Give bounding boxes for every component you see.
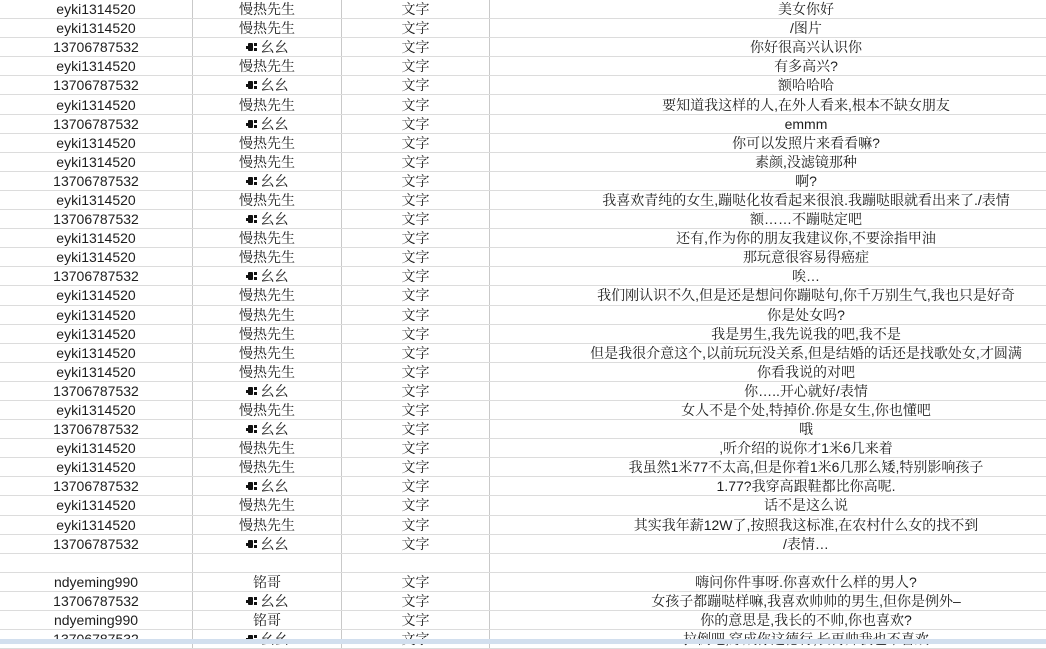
emoji-placeholder-icon xyxy=(246,80,259,90)
cell-account[interactable]: eyki1314520 xyxy=(0,363,193,381)
cell-nickname[interactable] xyxy=(193,401,342,419)
cell-account[interactable]: 13706787532 xyxy=(0,420,193,438)
cell-message[interactable]: 额哈哈哈 xyxy=(778,77,834,94)
cell-nickname[interactable] xyxy=(193,229,342,247)
table-row xyxy=(0,516,1046,535)
cell-message-type[interactable]: 文字 xyxy=(342,248,490,266)
cell-account[interactable]: 13706787532 xyxy=(0,210,193,228)
cell-account[interactable]: 13706787532 xyxy=(0,267,193,285)
table-row xyxy=(0,573,1046,592)
cell-nickname[interactable] xyxy=(193,325,342,343)
cell-account[interactable]: 13706787532 xyxy=(0,38,193,56)
table-row xyxy=(0,210,1046,229)
nickname-label: 慢热先生 xyxy=(239,1,295,18)
cell-nickname[interactable] xyxy=(193,382,342,400)
cell-account[interactable]: eyki1314520 xyxy=(0,95,193,113)
nickname-label: 幺幺 xyxy=(260,421,289,438)
cell-message[interactable]: 还有,作为你的朋友我建议你,不要涂指甲油 xyxy=(676,230,936,247)
cell-account[interactable]: 13706787532 xyxy=(0,382,193,400)
cell-message[interactable]: 你…..开心就好/表情 xyxy=(744,382,868,399)
emoji-placeholder-icon xyxy=(246,176,259,186)
cell-message[interactable]: 唉… xyxy=(792,268,820,285)
cell-nickname[interactable] xyxy=(193,191,342,209)
table-row xyxy=(0,286,1046,305)
cell-message-type[interactable]: 文字 xyxy=(342,611,490,629)
table-row xyxy=(0,382,1046,401)
table-row xyxy=(0,325,1046,344)
emoji-placeholder-icon xyxy=(246,481,259,491)
nickname-label: 幺幺 xyxy=(260,535,289,552)
cell-account[interactable]: eyki1314520 xyxy=(0,439,193,457)
cell-account[interactable]: eyki1314520 xyxy=(0,496,193,514)
cell-nickname[interactable] xyxy=(193,76,342,94)
cell-message-type[interactable]: 文字 xyxy=(342,325,490,343)
nickname-label: 幺幺 xyxy=(260,172,289,189)
table-row xyxy=(0,344,1046,363)
cell-message-type[interactable]: 文字 xyxy=(342,363,490,381)
nickname-label: 慢热先生 xyxy=(239,440,295,457)
cell-message[interactable]: ,听介绍的说你才1米6几来着 xyxy=(719,440,893,457)
cell-message[interactable]: 但是我很介意这个,以前玩玩没关系,但是结婚的话还是找歌处女,才圆满 xyxy=(590,344,1022,361)
cell-message[interactable]: 我喜欢青纯的女生,蹦哒化妆看起来很浪.我蹦哒眼就看出来了./表情 xyxy=(602,191,1010,208)
cell-message[interactable]: 你是处女吗? xyxy=(767,306,845,323)
cell-message-type[interactable]: 文字 xyxy=(342,458,490,476)
table-row xyxy=(0,535,1046,554)
cell-nickname[interactable] xyxy=(193,134,342,152)
table-row xyxy=(0,57,1046,76)
cell-message-type[interactable]: 文字 xyxy=(342,76,490,94)
cell-message-type[interactable]: 文字 xyxy=(342,573,490,591)
table-row xyxy=(0,496,1046,515)
cell-message[interactable]: 额……不蹦哒定吧 xyxy=(750,211,862,228)
cell-message-type[interactable]: 文字 xyxy=(342,477,490,495)
table-row xyxy=(0,401,1046,420)
nickname-label: 幺幺 xyxy=(260,39,289,56)
table-row xyxy=(0,38,1046,57)
cell-message[interactable]: 女人不是个处,特掉价.你是女生,你也懂吧 xyxy=(681,402,931,419)
cell-message[interactable]: 我是男生,我先说我的吧,我不是 xyxy=(711,325,901,342)
cell-message-type[interactable]: 文字 xyxy=(342,191,490,209)
cell-message[interactable]: 1.77?我穿高跟鞋都比你高呢. xyxy=(716,478,896,495)
emoji-placeholder-icon xyxy=(246,424,259,434)
nickname-label: 慢热先生 xyxy=(239,402,295,419)
nickname-label: 慢热先生 xyxy=(239,249,295,266)
cell-account[interactable]: eyki1314520 xyxy=(0,153,193,171)
nickname-label: 慢热先生 xyxy=(239,134,295,151)
cell-account[interactable] xyxy=(0,554,193,572)
table-row xyxy=(0,229,1046,248)
cell-nickname[interactable] xyxy=(193,172,342,190)
cell-nickname[interactable] xyxy=(193,0,342,18)
cell-nickname[interactable] xyxy=(193,267,342,285)
table-row xyxy=(0,363,1046,382)
table-row xyxy=(0,477,1046,496)
cell-nickname[interactable] xyxy=(193,57,342,75)
cell-nickname[interactable] xyxy=(193,573,342,591)
nickname-label: 幺幺 xyxy=(260,211,289,228)
cell-nickname[interactable] xyxy=(193,153,342,171)
cell-message-type[interactable]: 文字 xyxy=(342,57,490,75)
emoji-placeholder-icon xyxy=(246,386,259,396)
cell-account[interactable]: eyki1314520 xyxy=(0,229,193,247)
cell-nickname[interactable] xyxy=(193,592,342,610)
table-row xyxy=(0,439,1046,458)
table-row xyxy=(0,95,1046,114)
emoji-placeholder-icon xyxy=(246,42,259,52)
cell-message-type[interactable]: 文字 xyxy=(342,344,490,362)
cell-nickname[interactable] xyxy=(193,477,342,495)
cell-message-type[interactable]: 文字 xyxy=(342,115,490,133)
cell-message-type[interactable]: 文字 xyxy=(342,306,490,324)
cell-message[interactable]: 你的意思是,我长的不帅,你也喜欢? xyxy=(700,612,912,629)
nickname-label: 慢热先生 xyxy=(239,58,295,75)
table-row xyxy=(0,458,1046,477)
cell-account[interactable]: 13706787532 xyxy=(0,76,193,94)
cell-message-type[interactable] xyxy=(342,554,490,572)
nickname-label: 慢热先生 xyxy=(239,344,295,361)
cell-account[interactable]: 13706787532 xyxy=(0,115,193,133)
table-row xyxy=(0,76,1046,95)
table-row xyxy=(0,172,1046,191)
table-row xyxy=(0,19,1046,38)
table-row xyxy=(0,115,1046,134)
cell-account[interactable]: eyki1314520 xyxy=(0,0,193,18)
cell-nickname[interactable] xyxy=(193,516,342,534)
cell-account[interactable]: eyki1314520 xyxy=(0,401,193,419)
cell-account[interactable]: ndyeming990 xyxy=(0,611,193,629)
cell-message[interactable]: 女孩子都蹦哒样嘛,我喜欢帅帅的男生,但你是例外– xyxy=(651,592,961,609)
cell-nickname[interactable] xyxy=(193,344,342,362)
cell-message[interactable]: 话不是这么说 xyxy=(764,497,848,514)
table-row xyxy=(0,267,1046,286)
emoji-placeholder-icon xyxy=(246,271,259,281)
cell-nickname[interactable] xyxy=(193,535,342,553)
nickname-label: 慢热先生 xyxy=(239,363,295,380)
nickname-label: 幺幺 xyxy=(260,478,289,495)
cell-message[interactable]: 你可以发照片来看看嘛? xyxy=(732,134,880,151)
cell-message[interactable]: 其实我年薪12W了,按照我这标准,在农村什么女的找不到 xyxy=(633,516,979,533)
cell-nickname[interactable] xyxy=(193,420,342,438)
cell-nickname[interactable] xyxy=(193,248,342,266)
table-row xyxy=(0,592,1046,611)
emoji-placeholder-icon xyxy=(246,539,259,549)
cell-message-type[interactable]: 文字 xyxy=(342,210,490,228)
cell-account[interactable]: eyki1314520 xyxy=(0,286,193,304)
cell-message-type[interactable]: 文字 xyxy=(342,516,490,534)
cell-message[interactable]: /表情… xyxy=(783,535,829,552)
table-row xyxy=(0,248,1046,267)
nickname-label: 幺幺 xyxy=(260,592,289,609)
nickname-label: 慢热先生 xyxy=(239,230,295,247)
cell-message-type[interactable]: 文字 xyxy=(342,172,490,190)
cell-account[interactable]: 13706787532 xyxy=(0,592,193,610)
emoji-placeholder-icon xyxy=(246,596,259,606)
cell-message-type[interactable]: 文字 xyxy=(342,0,490,18)
cell-account[interactable]: 13706787532 xyxy=(0,535,193,553)
cell-account[interactable]: ndyeming990 xyxy=(0,573,193,591)
cell-message-type[interactable]: 文字 xyxy=(342,535,490,553)
nickname-label: 慢热先生 xyxy=(239,516,295,533)
cell-account[interactable]: eyki1314520 xyxy=(0,306,193,324)
cell-message[interactable]: 哦 xyxy=(799,421,813,438)
cell-nickname[interactable] xyxy=(193,439,342,457)
table-row xyxy=(0,611,1046,630)
nickname-label: 幺幺 xyxy=(260,382,289,399)
cell-nickname[interactable] xyxy=(193,496,342,514)
cell-message-type[interactable]: 文字 xyxy=(342,153,490,171)
cell-message-type[interactable]: 文字 xyxy=(342,134,490,152)
cell-message-type[interactable]: 文字 xyxy=(342,95,490,113)
horizontal-scrollbar[interactable] xyxy=(0,639,1046,644)
cell-account[interactable]: eyki1314520 xyxy=(0,516,193,534)
cell-account[interactable]: eyki1314520 xyxy=(0,344,193,362)
cell-message[interactable]: 要知道我这样的人,在外人看来,根本不缺女朋友 xyxy=(662,96,950,113)
cell-nickname[interactable] xyxy=(193,210,342,228)
cell-nickname[interactable] xyxy=(193,95,342,113)
cell-account[interactable]: 13706787532 xyxy=(0,477,193,495)
cell-message[interactable]: 你看我说的对吧 xyxy=(757,363,855,380)
cell-message[interactable]: 我虽然1米77不太高,但是你着1米6几那么矮,特别影响孩子 xyxy=(628,459,984,476)
cell-message[interactable]: 美女你好 xyxy=(778,1,834,18)
table-row xyxy=(0,306,1046,325)
nickname-label: 慢热先生 xyxy=(239,325,295,342)
nickname-label: 慢热先生 xyxy=(239,191,295,208)
cell-message-type[interactable]: 文字 xyxy=(342,592,490,610)
cell-nickname[interactable] xyxy=(193,611,342,629)
cell-account[interactable]: eyki1314520 xyxy=(0,248,193,266)
cell-message-type[interactable]: 文字 xyxy=(342,382,490,400)
nickname-label: 慢热先生 xyxy=(239,153,295,170)
cell-account[interactable]: eyki1314520 xyxy=(0,19,193,37)
emoji-placeholder-icon xyxy=(246,214,259,224)
cell-nickname[interactable] xyxy=(193,363,342,381)
cell-message-type[interactable]: 文字 xyxy=(342,496,490,514)
nickname-label: 幺幺 xyxy=(260,268,289,285)
nickname-label: 幺幺 xyxy=(260,77,289,94)
cell-nickname[interactable] xyxy=(193,306,342,324)
cell-message[interactable]: 啊? xyxy=(795,172,817,189)
nickname-label: 慢热先生 xyxy=(239,287,295,304)
nickname-label: 铭哥 xyxy=(253,573,281,590)
cell-account[interactable]: eyki1314520 xyxy=(0,458,193,476)
cell-nickname[interactable] xyxy=(193,554,342,572)
cell-nickname[interactable] xyxy=(193,19,342,37)
table-row xyxy=(0,0,1046,19)
cell-message-type[interactable]: 文字 xyxy=(342,439,490,457)
table-row xyxy=(0,134,1046,153)
cell-message-type[interactable]: 文字 xyxy=(342,38,490,56)
cell-message[interactable]: 有多高兴? xyxy=(774,58,838,75)
table-row xyxy=(0,153,1046,172)
cell-message[interactable]: 那玩意很容易得癌症 xyxy=(743,249,869,266)
cell-message-type[interactable]: 文字 xyxy=(342,286,490,304)
cell-message-type[interactable]: 文字 xyxy=(342,420,490,438)
cell-account[interactable]: eyki1314520 xyxy=(0,191,193,209)
table-row xyxy=(0,191,1046,210)
nickname-label: 慢热先生 xyxy=(239,96,295,113)
cell-message-type[interactable]: 文字 xyxy=(342,267,490,285)
cell-nickname[interactable] xyxy=(193,458,342,476)
cell-message[interactable]: 嗨问你件事呀.你喜欢什么样的男人? xyxy=(695,573,917,590)
nickname-label: 慢热先生 xyxy=(239,306,295,323)
nickname-label: 铭哥 xyxy=(253,612,281,629)
table-row xyxy=(0,420,1046,439)
cell-message-type[interactable]: 文字 xyxy=(342,229,490,247)
nickname-label: 慢热先生 xyxy=(239,459,295,476)
cell-account[interactable]: eyki1314520 xyxy=(0,134,193,152)
cell-message[interactable]: 素颜,没滤镜那种 xyxy=(755,153,857,170)
cell-account[interactable]: eyki1314520 xyxy=(0,57,193,75)
cell-nickname[interactable] xyxy=(193,286,342,304)
cell-message-type[interactable]: 文字 xyxy=(342,19,490,37)
cell-account[interactable]: eyki1314520 xyxy=(0,325,193,343)
nickname-label: 幺幺 xyxy=(260,115,289,132)
cell-message[interactable]: /图片 xyxy=(790,20,822,37)
cell-message[interactable]: emmm xyxy=(784,115,828,132)
cell-nickname[interactable] xyxy=(193,115,342,133)
cell-message[interactable] xyxy=(490,554,1046,572)
nickname-label: 慢热先生 xyxy=(239,497,295,514)
table-row xyxy=(0,554,1046,573)
nickname-label: 慢热先生 xyxy=(239,20,295,37)
cell-message[interactable]: 你好很高兴认识你 xyxy=(750,39,862,56)
cell-account[interactable]: 13706787532 xyxy=(0,172,193,190)
cell-message[interactable]: 我们刚认识不久,但是还是想问你蹦哒句,你千万别生气,我也只是好奇 xyxy=(597,287,1015,304)
emoji-placeholder-icon xyxy=(246,119,259,129)
cell-message-type[interactable]: 文字 xyxy=(342,401,490,419)
cell-nickname[interactable] xyxy=(193,38,342,56)
